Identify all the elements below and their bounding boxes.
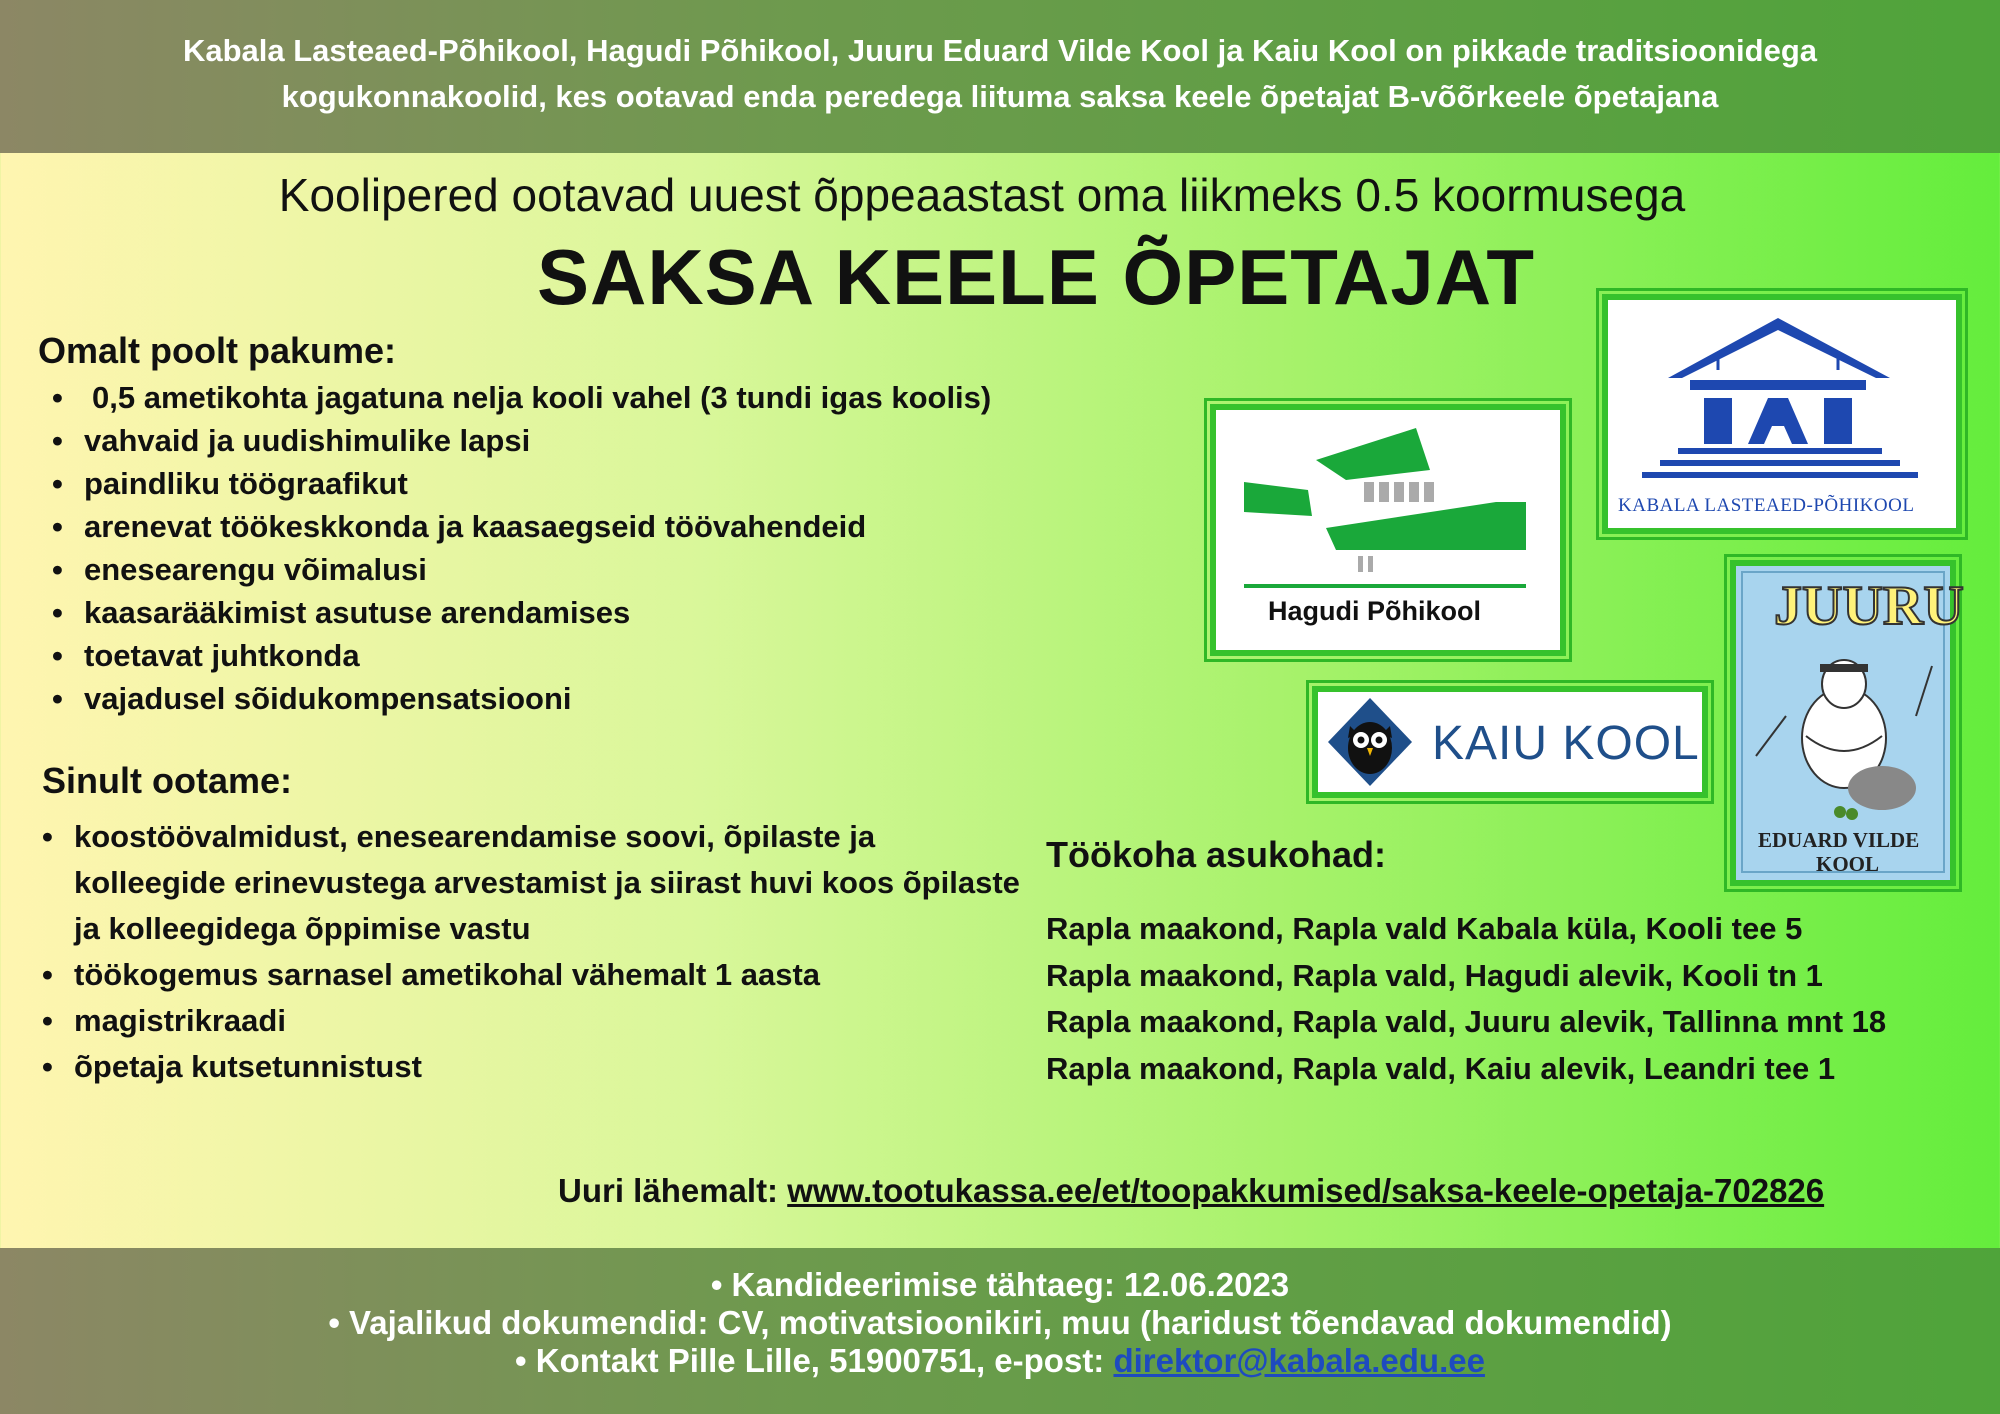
page-title: SAKSA KEELE ÕPETAJAT <box>536 233 1535 321</box>
kaiu-logo-text: KAIU KOOL <box>1432 717 1700 770</box>
location-item: Rapla maakond, Rapla vald, Hagudi alevik, Kooli tn 1 <box>1046 957 1823 993</box>
offer-item: • arenevat töökeskkonda ja kaasaegseid töövahendeid <box>84 505 991 548</box>
expect-item: • koostöövalmidust, enesearendamise soovi, õpilaste ja kolleegide erinevustega arvestamist ja siirast huvi koos õpilaste ja kolleegidega õppimise vastu <box>74 814 1034 952</box>
header-line-2: kogukonnakoolid, kes ootavad enda peredega liituma saksa keele õpetajat B-võõrkeele õpetajana <box>281 79 1719 114</box>
offer-list <box>84 376 991 720</box>
locations-heading: Töökoha asukohad: <box>1046 834 1387 875</box>
juuru-logo-title: JUURU <box>1774 575 1964 637</box>
juuru-logo <box>1730 560 1964 886</box>
more-info <box>558 1172 1824 1210</box>
juuru-logo-text-1: EDUARD VILDE <box>1758 828 1920 852</box>
expect-item: • töökogemus sarnasel ametikohal vähemalt 1 aasta <box>74 952 1034 998</box>
offer-item: • vahvaid ja uudishimulike lapsi <box>84 419 991 462</box>
email-link[interactable]: direktor@kabala.edu.ee <box>1113 1342 1485 1379</box>
hagudi-logo <box>1210 404 1566 656</box>
header-line-1: Kabala Lasteaed-Põhikool, Hagudi Põhikool, Juuru Eduard Vilde Kool ja Kaiu Kool on pikkade traditsioonidega <box>182 33 1818 68</box>
more-info-label: Uuri lähemalt: <box>558 1172 788 1209</box>
location-item: Rapla maakond, Rapla vald, Kaiu alevik, Leandri tee 1 <box>1046 1050 1836 1086</box>
offer-item: • toetavat juhtkonda <box>84 634 991 677</box>
more-info-link[interactable]: www.tootukassa.ee/et/toopakkumised/saksa-keele-opetaja-702826 <box>787 1172 1825 1209</box>
location-item: Rapla maakond, Rapla vald, Juuru alevik, Tallinna mnt 18 <box>1046 1004 1887 1039</box>
offer-item: • kaasarääkimist asutuse arendamises <box>84 591 991 634</box>
subtitle: Koolipered ootavad uuest õppeaastast oma liikmeks 0.5 koormusega <box>278 169 1686 221</box>
location-item: Rapla maakond, Rapla vald Kabala küla, Kooli tee 5 <box>1046 911 1803 946</box>
contact-line <box>0 1342 2000 1380</box>
kabala-building-icon <box>1608 300 1956 528</box>
offer-heading: Omalt poolt pakume: <box>38 330 397 371</box>
kabala-logo-text: KABALA LASTEAED-PÕHIKOOL <box>1618 495 1915 516</box>
owl-icon <box>1318 692 1428 792</box>
expect-list <box>74 814 1034 1090</box>
contact-text: • Kontakt Pille Lille, 51900751, e-post: <box>515 1342 1114 1379</box>
deadline-text: • Kandideerimise tähtaeg: 12.06.2023 <box>710 1266 1290 1303</box>
offer-item: • enesearengu võimalusi <box>84 548 991 591</box>
footer-banner <box>0 1248 2000 1414</box>
offer-item: • paindliku töögraafikut <box>84 462 991 505</box>
offer-item: • 0,5 ametikohta jagatuna nelja kooli vahel (3 tundi igas koolis) <box>84 376 991 419</box>
juuru-logo-text-2: KOOL <box>1816 852 1880 876</box>
hagudi-logo-text: Hagudi Põhikool <box>1268 596 1481 626</box>
expect-item: • õpetaja kutsetunnistust <box>74 1044 1034 1090</box>
locations-list <box>1046 906 1886 1092</box>
offer-item: • vajadusel sõidukompensatsiooni <box>84 677 991 720</box>
documents-text: • Vajalikud dokumendid: CV, motivatsioonikiri, muu (haridust tõendavad dokumendid) <box>328 1304 1672 1341</box>
kaiu-logo <box>1312 686 1708 798</box>
kabala-logo <box>1602 294 1962 534</box>
expect-item: • magistrikraadi <box>74 998 1034 1044</box>
header-banner <box>0 0 2000 153</box>
expect-heading: Sinult ootame: <box>42 760 292 801</box>
